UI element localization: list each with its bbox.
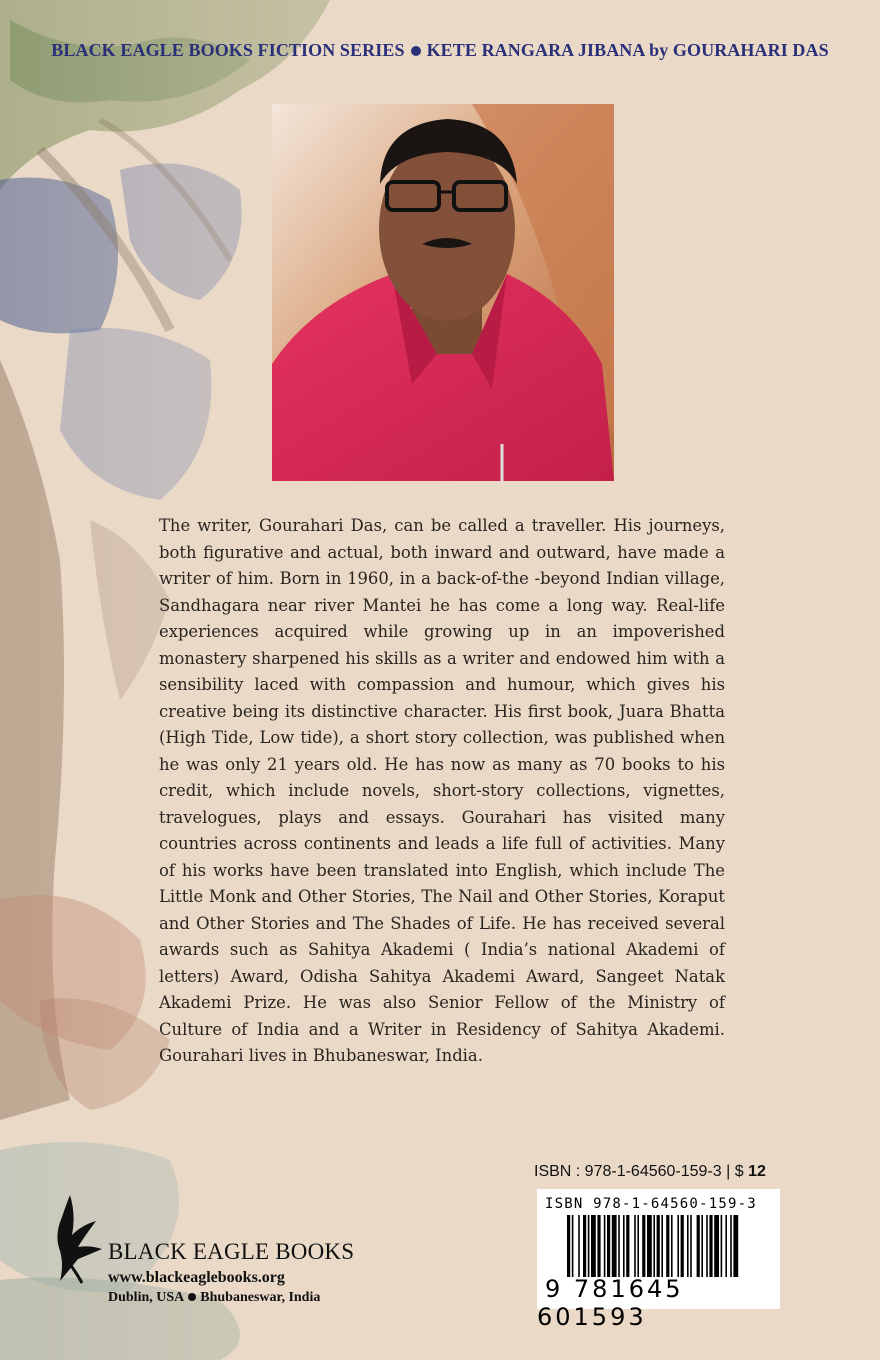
barcode-isbn-text: ISBN 978-1-64560-159-3 [545,1196,757,1212]
author-biography: The writer, Gourahari Das, can be called a traveller. His journeys, both figurative and actual, both inward and outward, have made a writer of him. Born in 1960, in a back-of-the -beyond Indian village, Sandhagara near river Mantei he has come a long way. Real-life experiences acquired while growing up in an impoverished monastery sharpened his skills as a writer and endowed him with a sensibility laced with compassion and humour, which gives his creative being its distinctive character. His first book, Juara Bhatta (High Tide, Low tide), a short story collection, was published when he was only 21 years old. He has now as many as 70 books to his credit, which include novels, short-story collections, vignettes, travelogues, plays and essays. Gourahari has visited many countries across continents and leads a life full of activities. Many of his works have been translated into English, which include The Little Monk and Other Stories, The Nail and Other Stories, Koraput and Other Stories and The Shades of Life. He has received several awards such as Sahitya Akademi ( India’s national Akademi of letters) Award, Odisha Sahitya Akademi Award, Sangeet Natak Akademi Prize. He was also Senior Fellow of the Ministry of Culture of India and a Writer in Residency of Sahitya Akademi. Gourahari lives in Bhubaneswar, India. [159,516,725,1065]
publisher-website[interactable]: www.blackeaglebooks.org [108,1269,285,1286]
location-bullet [188,1293,196,1301]
bullet-separator [411,46,421,56]
black-eagle-logo-icon [52,1195,108,1290]
publisher-name: BLACK EAGLE BOOKS [108,1239,355,1264]
author-photo [272,104,614,481]
price-value: 12 [748,1163,766,1180]
series-name: BLACK EAGLE BOOKS FICTION SERIES [51,40,405,60]
isbn-price-line [534,1163,766,1181]
barcode-number: 9 781645 601593 [537,1275,684,1331]
book-title-author: KETE RANGARA JIBANA by GOURAHARI DAS [426,40,829,60]
series-header [0,40,880,61]
barcode-digits [537,1275,780,1331]
isbn-barcode [537,1189,780,1331]
location-dublin: Dublin, USA [108,1290,185,1305]
location-bhubaneswar: Bhubaneswar, India [200,1290,321,1305]
isbn-label: ISBN : 978-1-64560-159-3 | $ [534,1163,749,1180]
publisher-locations [108,1290,320,1306]
